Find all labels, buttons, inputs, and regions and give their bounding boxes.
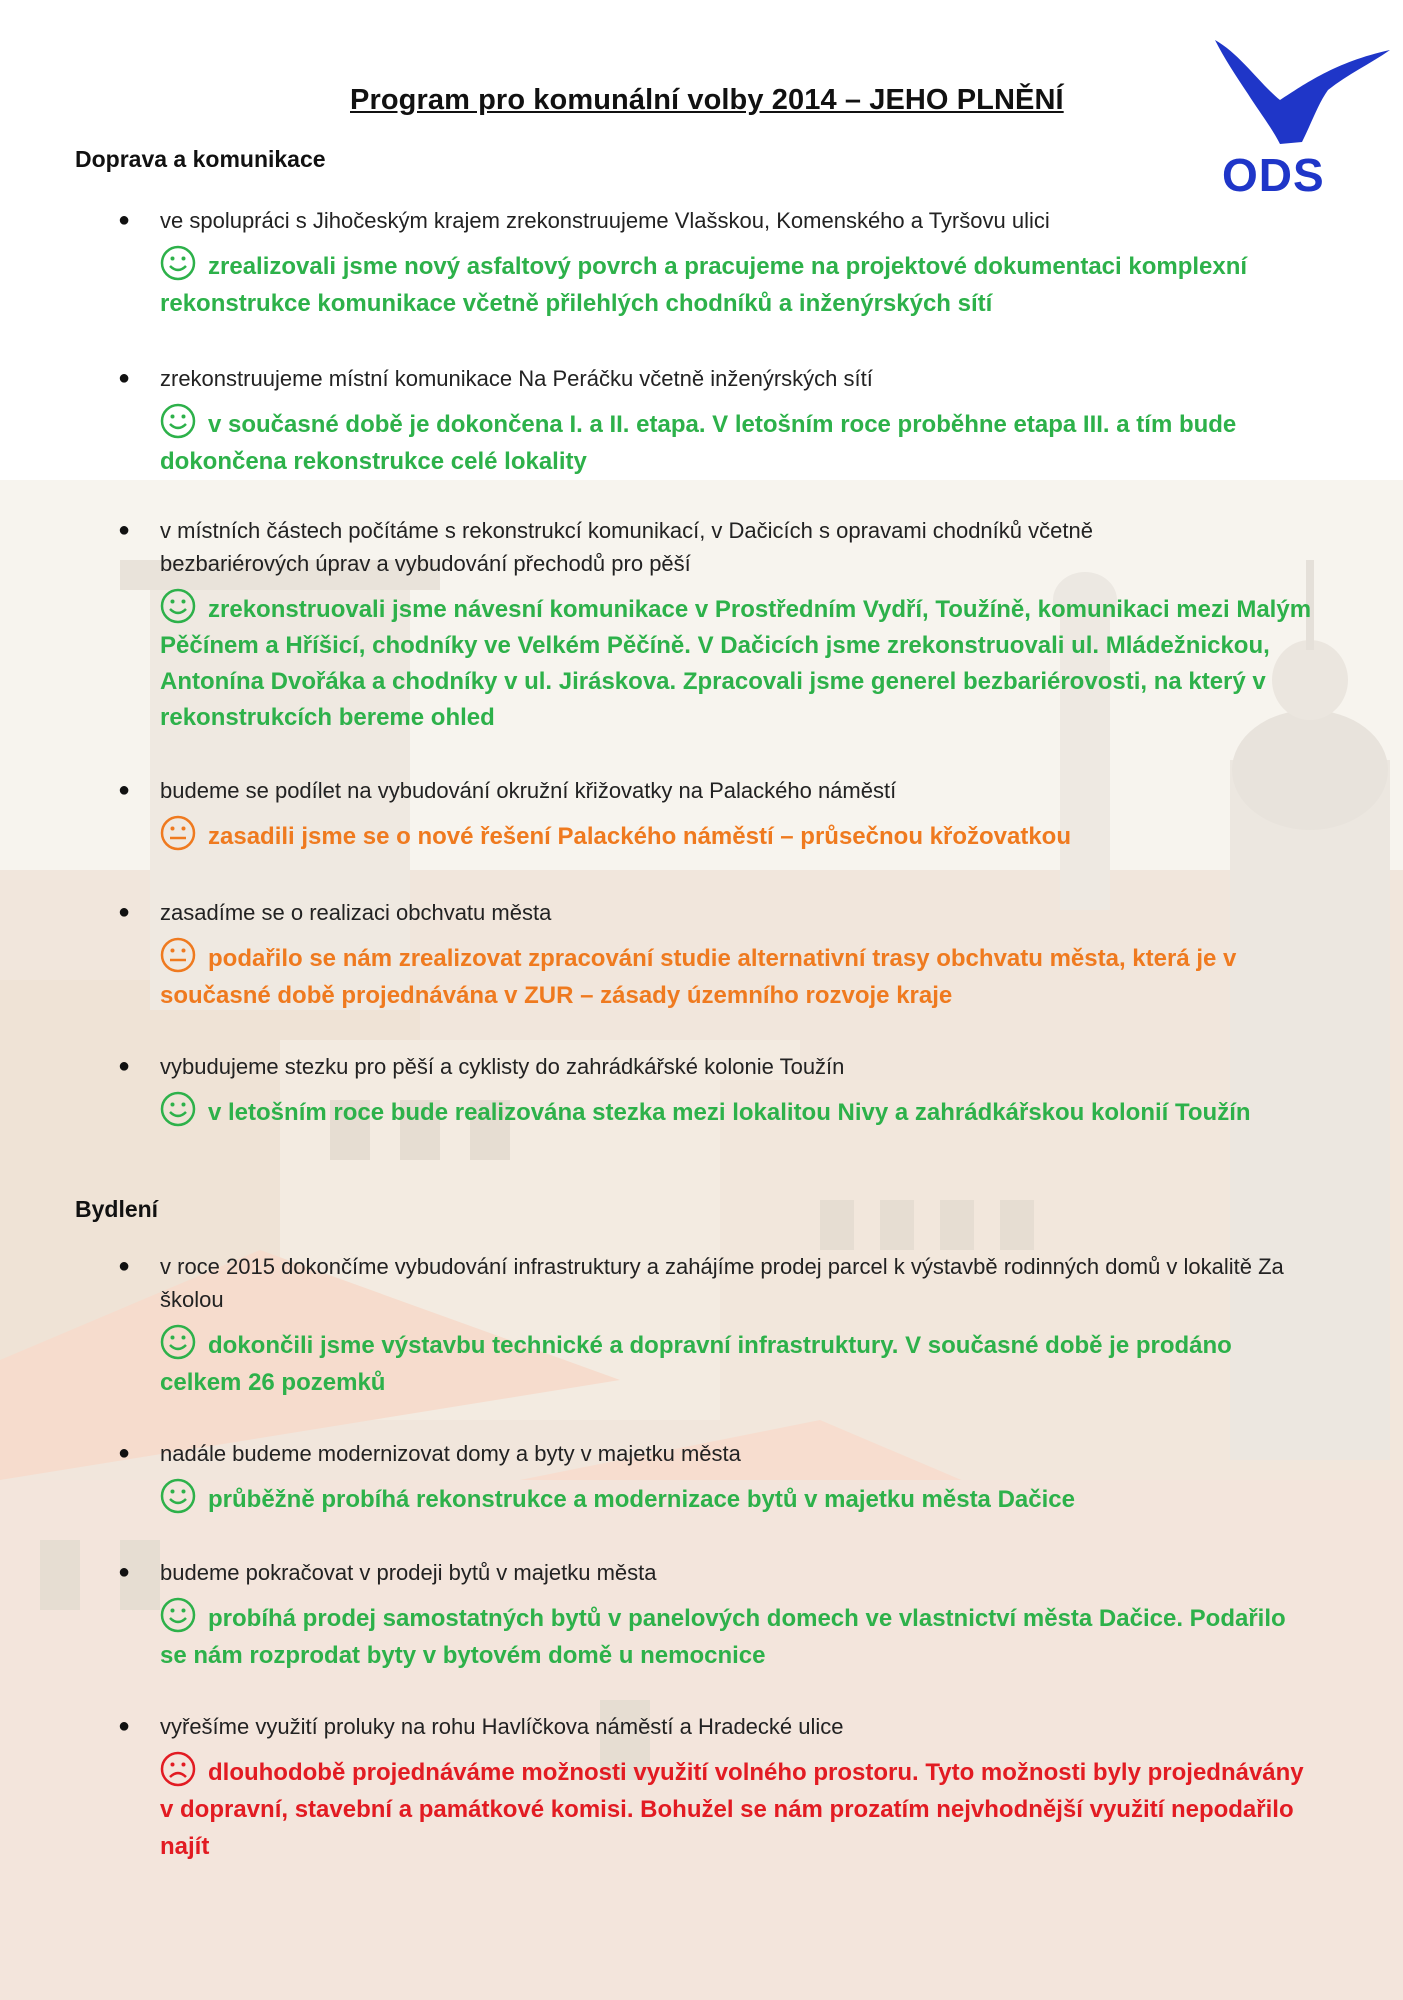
program-item (118, 1437, 1318, 1518)
smiley-neutral-icon (160, 937, 196, 973)
smiley-happy-icon (160, 588, 196, 624)
item-result (160, 1478, 1318, 1518)
program-item (118, 204, 1318, 322)
item-promise: v roce 2015 dokončíme vybudování infrastruktury a zahájíme prodej parcel k výstavbě rodinných domů v lokalitě Za školou (160, 1254, 1284, 1312)
smiley-happy-icon (160, 1478, 196, 1514)
smiley-happy-icon (160, 403, 196, 439)
bullet-icon: ● (118, 1055, 131, 1077)
smiley-happy-icon (160, 245, 196, 281)
item-promise: budeme pokračovat v prodeji bytů v majetku města (160, 1560, 657, 1585)
bullet-icon: ● (118, 209, 131, 231)
result-text: v letošním roce bude realizována stezka mezi lokalitou Nivy a zahrádkářskou kolonií Toužín (208, 1099, 1251, 1126)
item-promise: nadále budeme modernizovat domy a byty v majetku města (160, 1441, 741, 1466)
bullet-icon: ● (118, 1442, 131, 1464)
program-item (118, 1556, 1318, 1674)
result-text: v současné době je dokončena I. a II. etapa. V letošním roce proběhne etapa III. a tím bude dokončena rekonstrukce celé lokality (160, 411, 1237, 475)
item-promise: zrekonstruujeme místní komunikace Na Peráčku včetně inženýrských sítí (160, 366, 873, 391)
item-result (160, 588, 1318, 736)
program-item (118, 1250, 1318, 1401)
result-text: dokončili jsme výstavbu technické a dopravní infrastruktury. V současné době je prodáno celkem 26 pozemků (160, 1332, 1232, 1396)
program-item (118, 362, 1318, 480)
smiley-happy-icon (160, 1324, 196, 1360)
item-result (160, 1751, 1318, 1865)
item-promise: zasadíme se o realizaci obchvatu města (160, 900, 552, 925)
result-text: probíhá prodej samostatných bytů v panelových domech ve vlastnictví města Dačice. Podařilo se nám rozprodat byty v bytovém domě u nemocnice (160, 1605, 1286, 1669)
item-result (160, 1324, 1318, 1401)
smiley-happy-icon (160, 1597, 196, 1633)
item-promise: ve spolupráci s Jihočeským krajem zrekonstruujeme Vlašskou, Komenského a Tyršovu ulici (160, 208, 1050, 233)
result-text: zasadili jsme se o nové řešení Palackého náměstí – průsečnou křožovatkou (208, 823, 1072, 850)
item-result (160, 1091, 1318, 1131)
item-result (160, 1597, 1318, 1674)
result-text: podařilo se nám zrealizovat zpracování studie alternativní trasy obchvatu města, která je v současné době projednávána v ZUR – zásady územního rozvoje kraje (160, 945, 1237, 1009)
bullet-icon: ● (118, 901, 131, 923)
result-text: dlouhodobě projednáváme možnosti využití volného prostoru. Tyto možnosti byly projednávány v dopravní, stavební a památkové komisi. Bohužel se nám prozatím nejvhodnější využití nepodařilo najít (160, 1759, 1304, 1860)
program-item (118, 1050, 1318, 1131)
program-item (118, 1710, 1318, 1865)
bullet-icon: ● (118, 367, 131, 389)
bullet-icon: ● (118, 1255, 131, 1277)
smiley-sad-icon (160, 1751, 196, 1787)
bullet-icon: ● (118, 1561, 131, 1583)
result-text: zrealizovali jsme nový asfaltový povrch a pracujeme na projektové dokumentaci komplexní rekonstrukce komunikace včetně přilehlých chodníků a inženýrských sítí (160, 253, 1248, 317)
program-item (118, 774, 1318, 855)
item-result (160, 815, 1318, 855)
bullet-icon: ● (118, 779, 131, 801)
bullet-icon: ● (118, 1715, 131, 1737)
item-promise: budeme se podílet na vybudování okružní křižovatky na Palackého náměstí (160, 778, 897, 803)
item-promise: vyřešíme využití proluky na rohu Havlíčkova náměstí a Hradecké ulice (160, 1714, 844, 1739)
ods-logo-text: ODS (1222, 149, 1325, 201)
section-heading-doprava: Doprava a komunikace (75, 146, 326, 172)
item-promise: v místních částech počítáme s rekonstrukcí komunikací, v Dačicích s opravami chodníků včetně bezbariérových úprav a vybudování přechodů pro pěší (160, 518, 1093, 576)
program-item (118, 514, 1318, 736)
smiley-neutral-icon (160, 815, 196, 851)
result-text: zrekonstruovali jsme návesní komunikace v Prostředním Vydří, Toužíně, komunikaci mezi Malým Pěčínem a Hříšicí, chodníky ve Velkém Pěčíně. V Dačicích jsme zrekonstruovali ul. Mládežnickou, Antonína Dvořáka a chodníky v ul. Jiráskova. Zpracovali jsme generel bezbariérovosti, na který v rekonstrukcích bereme ohled (160, 596, 1312, 731)
section-heading-bydleni: Bydlení (75, 1196, 159, 1222)
smiley-happy-icon (160, 1091, 196, 1127)
item-promise: vybudujeme stezku pro pěší a cyklisty do zahrádkářské kolonie Toužín (160, 1054, 845, 1079)
item-result (160, 403, 1318, 480)
program-item (118, 896, 1318, 1014)
item-result (160, 245, 1318, 322)
item-result (160, 937, 1318, 1014)
result-text: průběžně probíhá rekonstrukce a modernizace bytů v majetku města Dačice (208, 1486, 1075, 1513)
page-title: Program pro komunální volby 2014 – JEHO PLNĚNÍ (350, 84, 1064, 116)
bullet-icon: ● (118, 519, 131, 541)
